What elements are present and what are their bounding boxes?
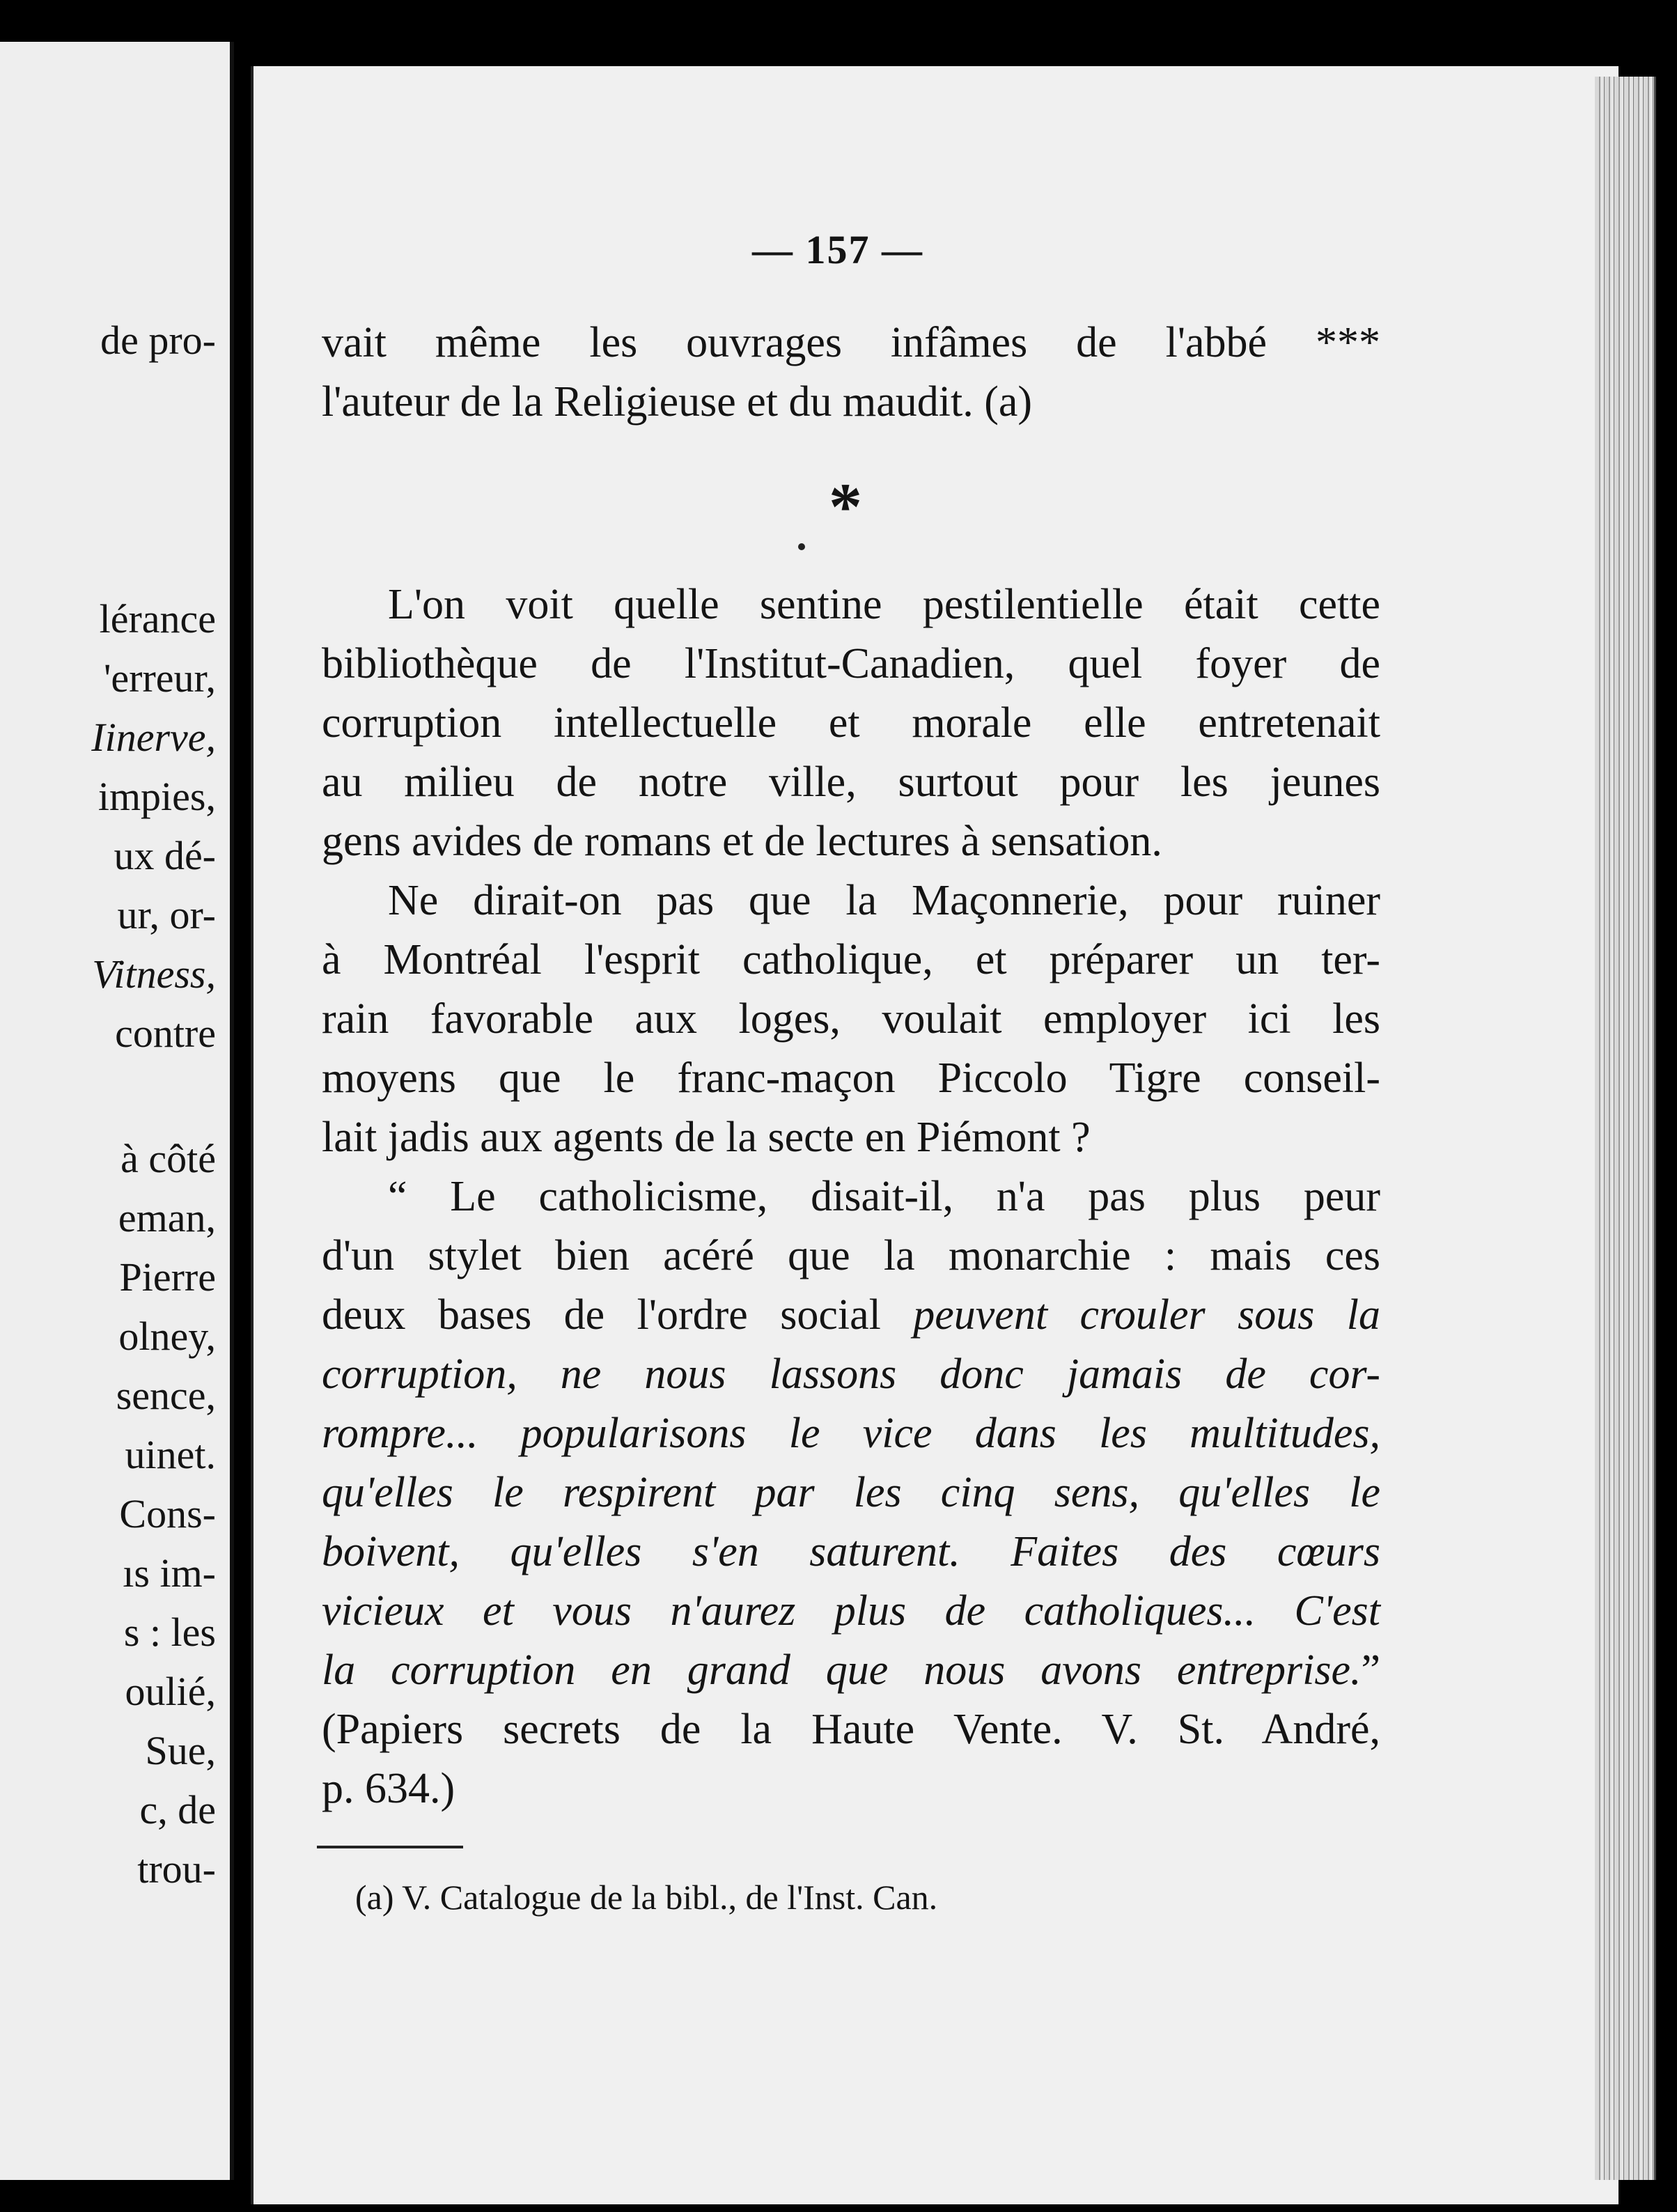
text-line: d'un stylet bien acéré que la monarchie : mais ces: [322, 1232, 1380, 1279]
text-line: moyens que le franc-maçon Piccolo Tigre conseil-: [322, 1054, 1380, 1102]
text-line: gens avides de romans et de lectures à sensation.: [322, 818, 1162, 865]
text-line: au milieu de notre ville, surtout pour les jeunes: [322, 758, 1380, 806]
previous-page-line: Vitness,: [92, 951, 216, 997]
body-text: [322, 575, 1380, 1818]
previous-page-line: sence,: [116, 1373, 216, 1418]
text-line: à Montréal l'esprit catholique, et préparer un ter-: [322, 936, 1380, 983]
previous-page-line: Iinerve,: [91, 715, 216, 760]
previous-page-line: trou-: [137, 1846, 216, 1892]
previous-page-line: ıs im-: [123, 1550, 216, 1596]
italic-run: peuvent crouler sous la: [913, 1291, 1381, 1339]
previous-page-line: Sue,: [145, 1728, 216, 1773]
previous-page-line: lérance: [99, 596, 216, 641]
text-line: L'on voit quelle sentine pestilentielle était cette: [388, 581, 1380, 628]
quote-line: boivent, qu'elles s'en saturent. Faites des cœurs: [322, 1528, 1380, 1575]
opening-lines: [322, 313, 1380, 432]
previous-page-line: s : les: [123, 1610, 216, 1655]
footnote: (a) V. Catalogue de la bibl., de l'Inst. Can.: [355, 1878, 938, 1917]
roman-run: deux bases de l'ordre social: [322, 1291, 914, 1339]
citation-line: (Papiers secrets de la Haute Vente. V. St. André,: [322, 1706, 1380, 1753]
quote-line: corruption, ne nous lassons donc jamais de cor-: [322, 1350, 1380, 1398]
quote-line: qu'elles le respirent par les cinq sens, qu'elles le: [322, 1469, 1380, 1516]
previous-page-line: impies,: [98, 774, 216, 819]
previous-page-line: olney,: [118, 1314, 216, 1359]
text-line: rain favorable aux loges, voulait employer ici les: [322, 995, 1380, 1043]
text-line: corruption intellectuelle et morale elle entretenait: [322, 699, 1380, 747]
text-line: vait même les ouvrages infâmes de l'abbé ***: [322, 319, 1380, 366]
mixed-line: [322, 1286, 1380, 1345]
footnote-rule: [317, 1846, 463, 1848]
previous-page-line: 'erreur,: [103, 655, 216, 701]
previous-page-line: c, de: [139, 1787, 216, 1832]
closing-quote: ”: [1361, 1646, 1380, 1694]
previous-page-line: oulié,: [125, 1669, 216, 1714]
text-line: “ Le catholicisme, disait-il, n'a pas plus peur: [388, 1173, 1380, 1220]
quote-end-line: [322, 1641, 1380, 1700]
text-line: lait jadis aux agents de la secte en Piémont ?: [322, 1114, 1091, 1161]
previous-page-line: de pro-: [100, 318, 216, 363]
text-line: l'auteur de la Religieuse et du maudit. (a): [322, 378, 1033, 426]
previous-page-line: eman,: [118, 1195, 216, 1240]
page-edges: [1595, 77, 1656, 2180]
quote-line: vicieux et vous n'aurez plus de catholiques... C'est: [322, 1587, 1380, 1635]
previous-page-line: uinet.: [125, 1432, 216, 1477]
previous-page-text: [0, 42, 216, 2180]
text-line: Ne dirait-on pas que la Maçonnerie, pour ruiner: [388, 877, 1380, 924]
italic-run: la corruption en grand que nous avons entreprise.: [322, 1646, 1362, 1694]
page-number: — 157 —: [752, 227, 923, 272]
previous-page-line: Cons-: [119, 1491, 216, 1536]
previous-page-line: ur, or-: [117, 892, 216, 937]
ink-speck: [798, 543, 805, 550]
citation-line: p. 634.): [322, 1765, 455, 1812]
text-line: bibliothèque de l'Institut-Canadien, quel foyer de: [322, 640, 1380, 687]
previous-page-line: ux dé-: [114, 833, 216, 878]
previous-page-line: à côté: [120, 1136, 216, 1181]
previous-page-line: contre: [115, 1011, 216, 1056]
previous-page-line: Pierre: [119, 1254, 216, 1300]
quote-line: rompre... popularisons le vice dans les multitudes,: [322, 1410, 1380, 1457]
asterism: *: [829, 469, 862, 544]
previous-page-fragment: [0, 42, 234, 2180]
